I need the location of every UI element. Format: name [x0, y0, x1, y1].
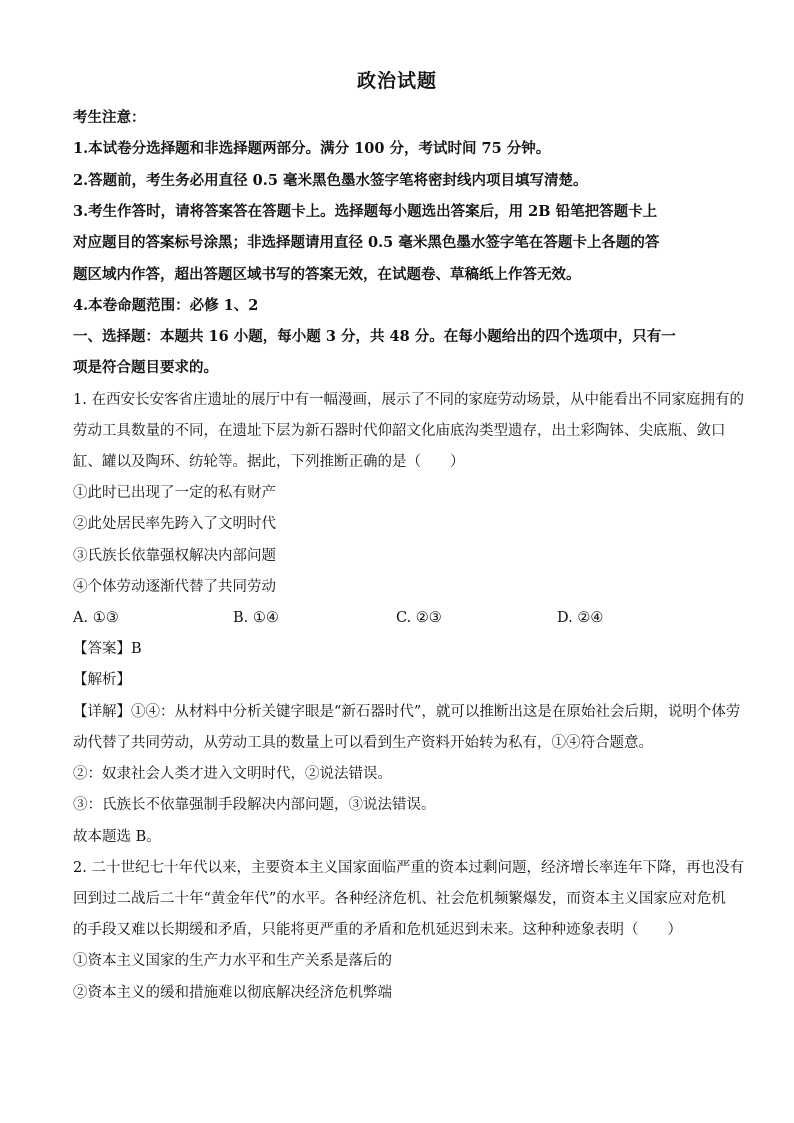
q1-item: ②此处居民率先跨入了文明时代	[73, 516, 276, 532]
q1-analysis-line: 故本题选 B。	[73, 829, 161, 845]
q2-stem-line: 2. 二十世纪七十年代以来，主要资本主义国家面临严重的资本过剩问题，经济增长率连年下降，再也没有	[73, 860, 744, 876]
q2-stem-line: 回到过二战后二十年“黄金年代”的水平。各种经济危机、社会危机频繁爆发，而资本主义国家应对危机	[73, 891, 726, 907]
section-heading: 一、选择题：本题共 16 小题，每小题 3 分，共 48 分。在每小题给出的四个选项中，只有一	[73, 328, 676, 345]
q1-analysis-line: 【详解】①④：从材料中分析关键字眼是“新石器时代”，就可以推断出这是在原始社会后期，说明个体劳	[73, 704, 741, 720]
notice-line: 题区域内作答，超出答题区域书写的答案无效，在试题卷、草稿纸上作答无效。	[73, 266, 581, 283]
notice-line: 2.答题前，考生务必用直径 0.5 毫米黑色墨水签字笔将密封线内项目填写清楚。	[73, 172, 588, 189]
option-b: B. ①④	[233, 610, 279, 626]
q1-stem-line: 1. 在西安长安客省庄遗址的展厅中有一幅漫画，展示了不同的家庭劳动场景，从中能看出不同家庭拥有的	[73, 392, 744, 408]
q1-analysis-line: ③：氏族长不依靠强制手段解决内部问题，③说法错误。	[73, 797, 436, 813]
q1-item: ④个体劳动逐渐代替了共同劳动	[73, 579, 276, 595]
q1-options	[0, 608, 794, 628]
option-a: A. ①③	[73, 610, 119, 626]
q1-answer: 【答案】B	[73, 641, 142, 657]
option-c: C. ②③	[396, 610, 442, 626]
q2-item: ②资本主义的缓和措施难以彻底解决经济危机弊端	[73, 985, 392, 1001]
q1-item: ③氏族长依靠强权解决内部问题	[73, 548, 276, 564]
notice-line: 对应题目的答案标号涂黑；非选择题请用直径 0.5 毫米黑色墨水签字笔在答题卡上各题的答	[73, 234, 660, 251]
q1-analysis-line: ②：奴隶社会人类才进入文明时代，②说法错误。	[73, 766, 392, 782]
q2-stem-line: 的手段又难以长期缓和矛盾，只能将更严重的矛盾和危机延迟到未来。这种种迹象表明（ ）	[73, 922, 682, 938]
option-d: D. ②④	[557, 610, 604, 626]
notice-heading: 考生注意：	[73, 109, 146, 126]
page-title: 政治试题	[356, 70, 437, 92]
section-heading: 项是符合题目要求的。	[73, 359, 218, 376]
q1-item: ①此时已出现了一定的私有财产	[73, 485, 276, 501]
notice-line: 1.本试卷分选择题和非选择题两部分。满分 100 分，考试时间 75 分钟。	[73, 140, 551, 157]
notice-line: 3.考生作答时，请将答案答在答题卡上。选择题每小题选出答案后，用 2B 铅笔把答题卡上	[73, 203, 658, 220]
q1-stem-line: 劳动工具数量的不同，在遗址下层为新石器时代仰韶文化庙底沟类型遗存，出土彩陶钵、尖底瓶、敛口	[73, 423, 726, 439]
q1-analysis-line: 动代替了共同劳动，从劳动工具的数量上可以看到生产资料开始转为私有，①④符合题意。	[73, 735, 653, 751]
notice-line: 4.本卷命题范围：必修 1、2	[73, 297, 259, 314]
q2-item: ①资本主义国家的生产力水平和生产关系是落后的	[73, 953, 392, 969]
q1-analysis-label: 【解析】	[73, 672, 131, 688]
q1-stem-line: 缸、罐以及陶环、纺轮等。据此，下列推断正确的是（ ）	[73, 454, 465, 470]
